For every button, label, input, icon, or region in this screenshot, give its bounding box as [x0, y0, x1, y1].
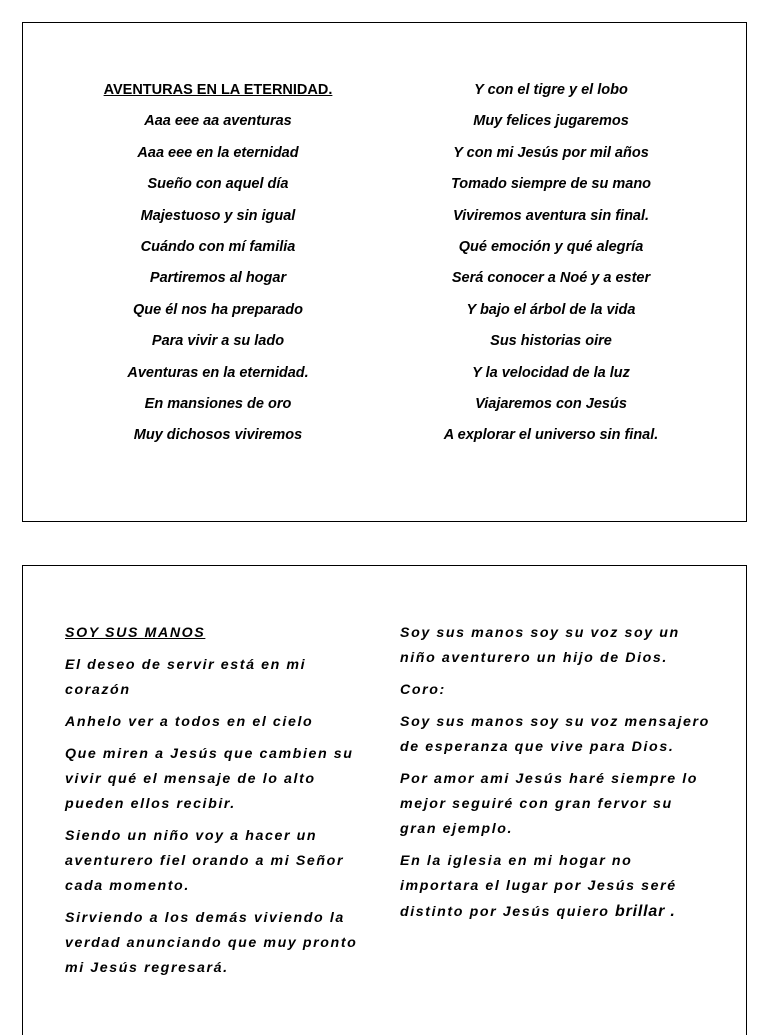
song-card-aventuras	[22, 22, 747, 522]
chorus-label: Coro:	[400, 682, 446, 698]
lyric-line: Será conocer a Noé y a ester	[451, 270, 651, 287]
song-2-right-column	[400, 621, 710, 932]
lyric-line: Y con el tigre y el lobo	[474, 82, 628, 98]
lyric-paragraph: Por amor ami Jesús haré siempre lo mejor seguiré con gran fervor su gran ejemplo.	[400, 771, 699, 837]
lyric-line: Sus historias oire	[490, 333, 612, 350]
lyric-paragraph: Que miren a Jesús que cambien su vivir qué el mensaje de lo alto pueden ellos recibir.	[65, 746, 354, 812]
song-card-soy-sus-manos	[22, 565, 747, 1035]
lyric-line: Que él nos ha preparado	[132, 301, 303, 318]
lyric-line: Majestuoso y sin igual	[140, 207, 296, 224]
lyric-line: A explorar el universo sin final.	[443, 427, 659, 444]
lyric-line: Tomado siempre de su mano	[450, 176, 652, 193]
song-2-left-column	[65, 621, 365, 988]
lyric-line: En mansiones de oro	[144, 395, 292, 412]
lyric-paragraph: El deseo de servir está en mi corazón	[65, 657, 307, 698]
lyric-line: Aaa eee en la eternidad	[137, 144, 299, 161]
lyric-text: En la iglesia en mi hogar no importara el lugar por Jesús seré distinto por Jesús quiero	[400, 853, 677, 920]
lyric-line: Y bajo el árbol de la vida	[466, 301, 636, 318]
lyric-line: Y la velocidad de la luz	[472, 364, 630, 381]
emphasis-word: brillar .	[615, 903, 676, 920]
song-2-title: SOY SUS MANOS	[65, 625, 206, 641]
lyric-line: Viajaremos con Jesús	[475, 395, 627, 412]
lyric-line: Y con mi Jesús por mil años	[453, 144, 649, 161]
lyric-paragraph: Soy sus manos soy su voz mensajero de esperanza que vive para Dios.	[400, 714, 710, 755]
lyric-line: Aventuras en la eternidad.	[127, 364, 309, 381]
lyric-line: Cuándo con mí familia	[140, 238, 296, 255]
lyric-line: Muy dichosos viviremos	[133, 427, 303, 444]
song-1-left-column	[83, 75, 353, 452]
lyric-paragraph: Siendo un niño voy a hacer un aventurero fiel orando a mi Señor cada momento.	[65, 828, 345, 894]
lyric-line: Viviremos aventura sin final.	[452, 207, 650, 224]
lyric-line: Qué emoción y qué alegría	[458, 238, 644, 255]
lyric-paragraph: Anhelo ver a todos en el cielo	[65, 714, 314, 730]
song-1-title: AVENTURAS EN LA ETERNIDAD.	[103, 82, 333, 98]
song-1-right-column	[410, 75, 692, 452]
lyric-line: Para vivir a su lado	[151, 333, 285, 350]
lyric-line: Partiremos al hogar	[149, 270, 287, 287]
lyric-line: Aaa eee aa aventuras	[144, 113, 292, 130]
lyric-paragraph: Sirviendo a los demás viviendo la verdad anunciando que muy pronto mi Jesús regresará.	[65, 910, 358, 976]
lyric-paragraph: Soy sus manos soy su voz soy un niño aventurero un hijo de Dios.	[400, 625, 680, 666]
lyric-line: Muy felices jugaremos	[473, 113, 629, 130]
lyric-paragraph-last	[400, 849, 710, 925]
lyric-line: Sueño con aquel día	[147, 176, 289, 193]
